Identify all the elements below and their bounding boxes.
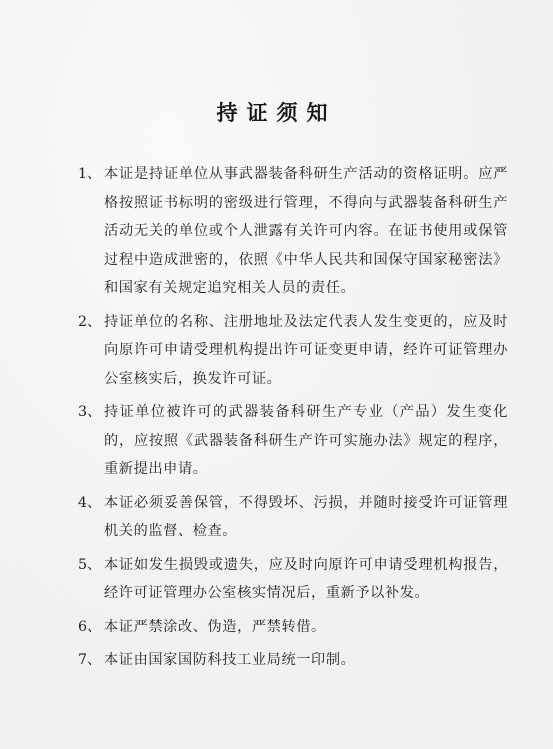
page-title: 持证须知 <box>216 101 337 125</box>
item-number: 2、 <box>78 313 102 330</box>
list-item <box>78 646 508 675</box>
list-item <box>78 308 508 394</box>
list-item <box>78 398 508 484</box>
item-number: 4、 <box>78 494 102 511</box>
item-text: 本证由国家国防科技工业局统一印制。 <box>104 652 356 668</box>
list-item <box>78 160 508 303</box>
item-text: 本证是持证单位从事武器装备科研生产活动的资格证明。应严格按照证书标明的密级进行管理，不得向与武器装备科研生产活动无关的单位或个人泄露有关许可内容。在证书使用或保管过程中造成泄密的，依照《中华人民共和国保守国家秘密法》和国家有关规定追究相关人员的责任。 <box>104 166 508 296</box>
list-item <box>78 551 508 608</box>
item-number: 3、 <box>78 404 102 420</box>
notice-list <box>78 160 508 680</box>
item-number: 1、 <box>78 166 102 182</box>
item-text: 本证必须妥善保管，不得毁坏、污损，并随时接受许可证管理机关的监督、检查。 <box>104 494 508 539</box>
list-item <box>78 613 508 642</box>
list-item <box>78 489 508 546</box>
item-number: 7、 <box>78 652 102 668</box>
item-text: 持证单位被许可的武器装备科研生产专业（产品）发生变化的，应按照《武器装备科研生产许可实施办法》规定的程序，重新提出申请。 <box>104 404 508 477</box>
item-number: 5、 <box>78 556 102 573</box>
item-number: 6、 <box>78 618 102 635</box>
item-text: 持证单位的名称、注册地址及法定代表人发生变更的，应及时向原许可申请受理机构提出许可证变更申请，经许可证管理办公室核实后，换发许可证。 <box>104 313 508 387</box>
item-text: 本证如发生损毁或遗失，应及时向原许可申请受理机构报告，经许可证管理办公室核实情况后，重新予以补发。 <box>104 556 508 601</box>
item-text: 本证严禁涂改、伪造，严禁转借。 <box>104 618 326 635</box>
